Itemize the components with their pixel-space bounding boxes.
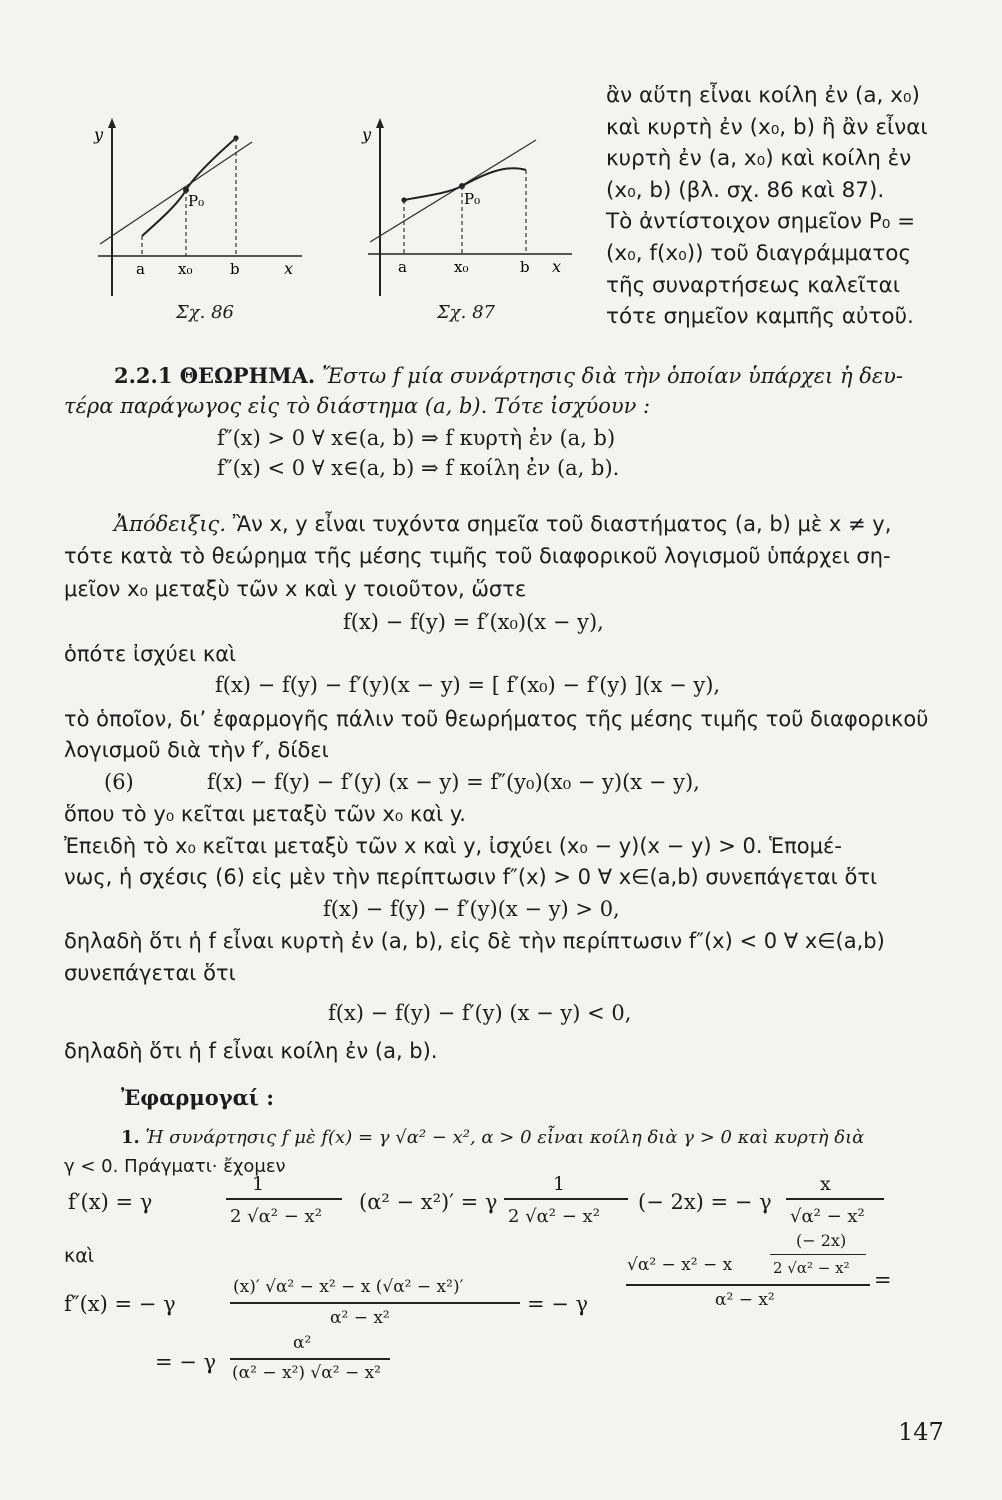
proof-line-6: λογισμοῦ διὰ τὴν f′, δίδει: [64, 738, 329, 762]
label-a: a: [136, 260, 145, 278]
final-lhs: = − γ: [155, 1350, 217, 1374]
fprime-frac2-num: 1: [553, 1173, 566, 1195]
label-y: y: [362, 125, 372, 144]
fsecond-small-den: 2 √α² − x²: [773, 1259, 850, 1277]
label-x0: x₀: [454, 258, 469, 276]
equation-3: f(x) − f(y) − f′(y) (x − y) = f″(y₀)(x₀ − y)(x − y),: [207, 770, 700, 794]
final-bar: [230, 1358, 390, 1360]
theorem-line-1: [114, 363, 903, 388]
label-x0: x₀: [178, 260, 193, 278]
label-a: a: [398, 258, 407, 276]
tangent-line: [100, 142, 252, 244]
fsecond-frac2-den: α² − x²: [715, 1290, 775, 1310]
equation-5: f(x) − f(y) − f′(y) (x − y) < 0,: [328, 1001, 632, 1025]
intro-paragraph: [606, 80, 928, 333]
proof-line-10: δηλαδὴ ὅτι ἡ f εἶναι κυρτὴ ἐν (a, b), εἰς δὲ τὴν περίπτωσιν f″(x) < 0 ∀ x∈(a,b): [64, 929, 885, 953]
fprime-frac3-bar: [786, 1198, 884, 1200]
y-axis-arrow: [108, 118, 116, 128]
intro-line: κυρτὴ ἐν (a, x₀) καὶ κοίλη ἐν: [606, 146, 912, 172]
intro-line: τῆς συναρτήσεως καλεῖται: [606, 272, 901, 298]
kai-word: καὶ: [64, 1245, 95, 1267]
applications-heading: Ἐφαρμογαί :: [121, 1085, 275, 1110]
fprime-frac3-num: x: [820, 1173, 831, 1195]
intro-line: (x₀, b) (βλ. σχ. 86 καὶ 87).: [606, 177, 885, 203]
fsecond-frac1-bar: [230, 1302, 520, 1304]
equation-1: f(x) − f(y) = f′(x₀)(x − y),: [343, 610, 604, 634]
proof-line-11: συνεπάγεται ὅτι: [64, 961, 236, 985]
fsecond-lhs: f″(x) = − γ: [64, 1292, 176, 1316]
proof-line-4: ὁπότε ἰσχύει καὶ: [64, 642, 237, 666]
label-P0: P₀: [464, 190, 481, 208]
proof-line-3: μεῖον x₀ μεταξὺ τῶν x καὶ y τοιοῦτον, ὥστε: [64, 577, 527, 601]
item-text: Ἡ συνάρτησις f μὲ f(x) = γ √α² − x², α > 0 εἶναι κοίλη διὰ γ > 0 καὶ κυρτὴ διὰ: [145, 1127, 865, 1148]
fsecond-equals: =: [874, 1268, 892, 1292]
intro-line: τότε σημεῖον καμπῆς αὐτοῦ.: [606, 304, 914, 330]
label-x: x: [284, 259, 294, 278]
theorem-heading: 2.2.1 ΘΕΩΡΗΜΑ.: [114, 363, 316, 388]
label-x: x: [552, 257, 562, 276]
proof-line-12: δηλαδὴ ὅτι ἡ f εἶναι κοίλη ἐν (a, b).: [64, 1039, 438, 1063]
fsecond-small-num: (− 2x): [796, 1231, 847, 1250]
fprime-frac2-bar: [504, 1198, 628, 1200]
figure-87-caption: Σχ. 87: [437, 302, 495, 323]
theorem-text: Ἔστω f μία συνάρτησις διὰ τὴν ὁποίαν ὑπάρχει ἡ δευ-: [321, 364, 903, 388]
proof-text: Ἂν x, y εἶναι τυχόντα σημεῖα τοῦ διαστήματος (a, b) μὲ x ≠ y,: [232, 512, 892, 536]
fprime-frac3-den: √α² − x²: [790, 1206, 865, 1227]
y-axis-arrow: [376, 118, 384, 128]
fsecond-frac2-bar: [626, 1284, 870, 1286]
fsecond-frac1-den: α² − x²: [330, 1308, 390, 1328]
proof-line-5: τὸ ὁποῖον, δι’ ἐφαρμογῆς πάλιν τοῦ θεωρήματος τῆς μέσης τιμῆς τοῦ διαφορικοῦ: [64, 707, 929, 731]
proof-line-9: νως, ἡ σχέσις (6) εἰς μὲν τὴν περίπτωσιν f″(x) > 0 ∀ x∈(a,b) συνεπάγεται ὅτι: [64, 865, 878, 889]
figure-87: [340, 108, 580, 308]
fsecond-frac2-num-a: √α² − x² − x: [627, 1255, 733, 1275]
proof-line-7: ὅπου τὸ y₀ κεῖται μεταξὺ τῶν x₀ καὶ y.: [64, 802, 466, 826]
figure-86: [70, 108, 310, 308]
fprime-frac2-den: 2 √α² − x²: [508, 1206, 600, 1227]
application-1-line-1: [121, 1127, 864, 1148]
intro-line: Τὸ ἀντίστοιχον σημεῖον P₀ =: [606, 209, 916, 235]
label-b: b: [230, 260, 240, 278]
page-number: 147: [898, 1418, 944, 1446]
theorem-condition-2: f″(x) < 0 ∀ x∈(a, b) ⇒ f κοίλη ἐν (a, b).: [217, 456, 620, 480]
fsecond-small-bar: [770, 1254, 866, 1255]
fsecond-frac1-num: (x)′ √α² − x² − x (√α² − x²)′: [233, 1277, 464, 1297]
tangent-line: [370, 140, 536, 242]
equation-4: f(x) − f(y) − f′(y)(x − y) > 0,: [323, 897, 620, 921]
proof-line-8: Ἐπειδὴ τὸ x₀ κεῖται μεταξὺ τῶν x καὶ y, ἰσχύει (x₀ − y)(x − y) > 0. Ἑπομέ-: [64, 834, 842, 858]
fprime-frac1-bar: [226, 1198, 342, 1200]
fprime-mid1: (α² − x²)′ = γ: [359, 1190, 498, 1214]
intro-line: (x₀, f(x₀)) τοῦ διαγράμματος: [606, 240, 912, 266]
figure-86-caption: Σχ. 86: [176, 302, 234, 323]
label-y: y: [94, 125, 104, 144]
equation-number-6: (6): [104, 770, 134, 794]
proof-line-1: [114, 512, 891, 536]
final-den: (α² − x²) √α² − x²: [232, 1363, 381, 1383]
fprime-frac1-num: 1: [252, 1173, 265, 1195]
fprime-lhs: f′(x) = γ: [68, 1190, 153, 1214]
curve: [142, 138, 236, 236]
proof-label: Ἀπόδειξις.: [114, 512, 226, 536]
theorem-line-2: τέρα παράγωγος εἰς τὸ διάστημα (a, b). Τότε ἰσχύουν :: [64, 394, 651, 418]
final-num: α²: [293, 1333, 312, 1353]
proof-line-2: τότε κατὰ τὸ θεώρημα τῆς μέσης τιμῆς τοῦ διαφορικοῦ λογισμοῦ ὑπάρχει ση-: [64, 544, 891, 568]
item-number: 1.: [121, 1127, 140, 1148]
fsecond-mid: = − γ: [527, 1292, 589, 1316]
intro-line: ἂν αὕτη εἶναι κοίλη ἐν (a, x₀): [606, 83, 920, 108]
fprime-mid2: (− 2x) = − γ: [638, 1190, 772, 1214]
label-b: b: [520, 258, 530, 276]
label-P0: P₀: [188, 192, 205, 210]
application-1-line-2: γ < 0. Πράγματι· ἔχομεν: [64, 1156, 286, 1177]
fprime-frac1-den: 2 √α² − x²: [230, 1206, 322, 1227]
theorem-condition-1: f″(x) > 0 ∀ x∈(a, b) ⇒ f κυρτὴ ἐν (a, b): [217, 426, 616, 450]
equation-2: f(x) − f(y) − f′(y)(x − y) = [ f′(x₀) − f′(y) ](x − y),: [215, 673, 721, 697]
intro-line: καὶ κυρτὴ ἐν (x₀, b) ἢ ἂν εἶναι: [606, 114, 928, 140]
